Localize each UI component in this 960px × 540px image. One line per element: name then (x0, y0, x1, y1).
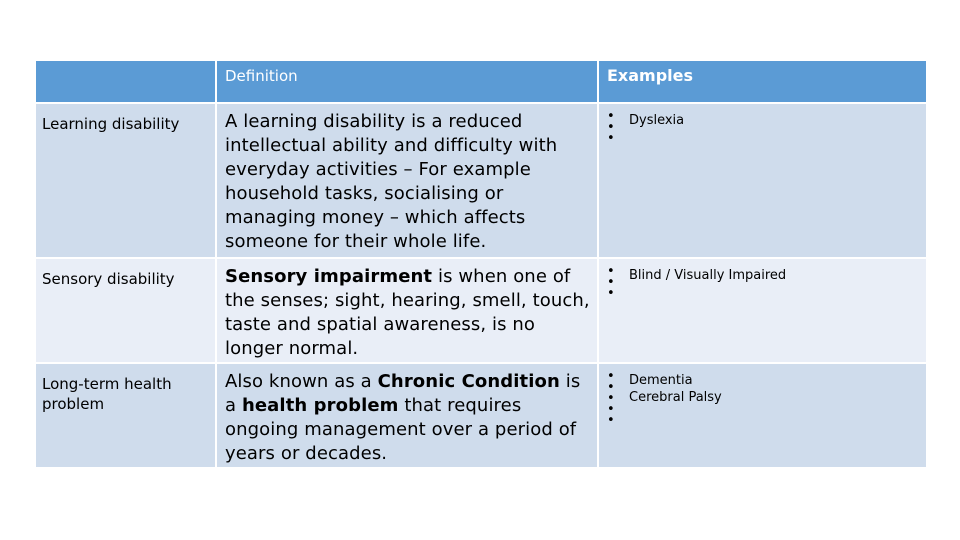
definition-text: is a (225, 371, 581, 416)
examples-list (629, 267, 786, 284)
row-definition-sensory (217, 259, 597, 362)
example-item: Blind / Visually Impaired (629, 268, 787, 283)
definition-text: Also known as a (225, 371, 378, 392)
definitions-table (36, 61, 922, 467)
examples-list (629, 112, 684, 129)
bullet-icon: • (607, 264, 615, 279)
bullet-icon: • (607, 391, 615, 406)
header-definition: Definition (217, 61, 597, 102)
bullet-column (607, 111, 615, 144)
definition-text: is when one of the senses; sight, hearing, smell, touch, taste and spatial awareness, is no longer normal. (225, 266, 590, 359)
bullet-icon: • (607, 369, 615, 384)
example-item: Dyslexia (629, 113, 685, 128)
definition-text: A learning disability is a reduced intellectual ability and difficulty with everyday activities – For example household tasks, socialising or managing money – which affects someone for their whole life. (225, 111, 558, 252)
bullet-icon: • (607, 120, 615, 135)
row-label-longterm: Long-term health problem (36, 364, 215, 467)
row-examples-longterm (599, 364, 926, 467)
examples-list (629, 372, 722, 406)
bullet-column (607, 266, 615, 299)
bullet-icon: • (607, 131, 615, 146)
definition-bold-text: health problem (241, 395, 399, 416)
row-label-sensory: Sensory disability (36, 259, 215, 362)
row-label-learning: Learning disability (36, 104, 215, 257)
definition-bold-text: Sensory impairment (225, 266, 433, 287)
row-examples-learning (599, 104, 926, 257)
bullet-icon: • (607, 380, 615, 395)
example-item: Dementia (629, 373, 693, 388)
bullet-column (607, 371, 615, 426)
row-definition-longterm (217, 364, 597, 467)
example-item: Cerebral Palsy (629, 390, 722, 405)
definition-bold-text: Chronic Condition (377, 371, 560, 392)
bullet-icon: • (607, 109, 615, 124)
row-definition-learning (217, 104, 597, 257)
header-examples: Examples (599, 61, 926, 102)
definition-text: that requires ongoing management over a period of years or decades. (225, 395, 577, 464)
row-examples-sensory (599, 259, 926, 362)
header-cell-empty (36, 61, 215, 102)
bullet-icon: • (607, 413, 615, 428)
bullet-icon: • (607, 275, 615, 290)
bullet-icon: • (607, 286, 615, 301)
bullet-icon: • (607, 402, 615, 417)
